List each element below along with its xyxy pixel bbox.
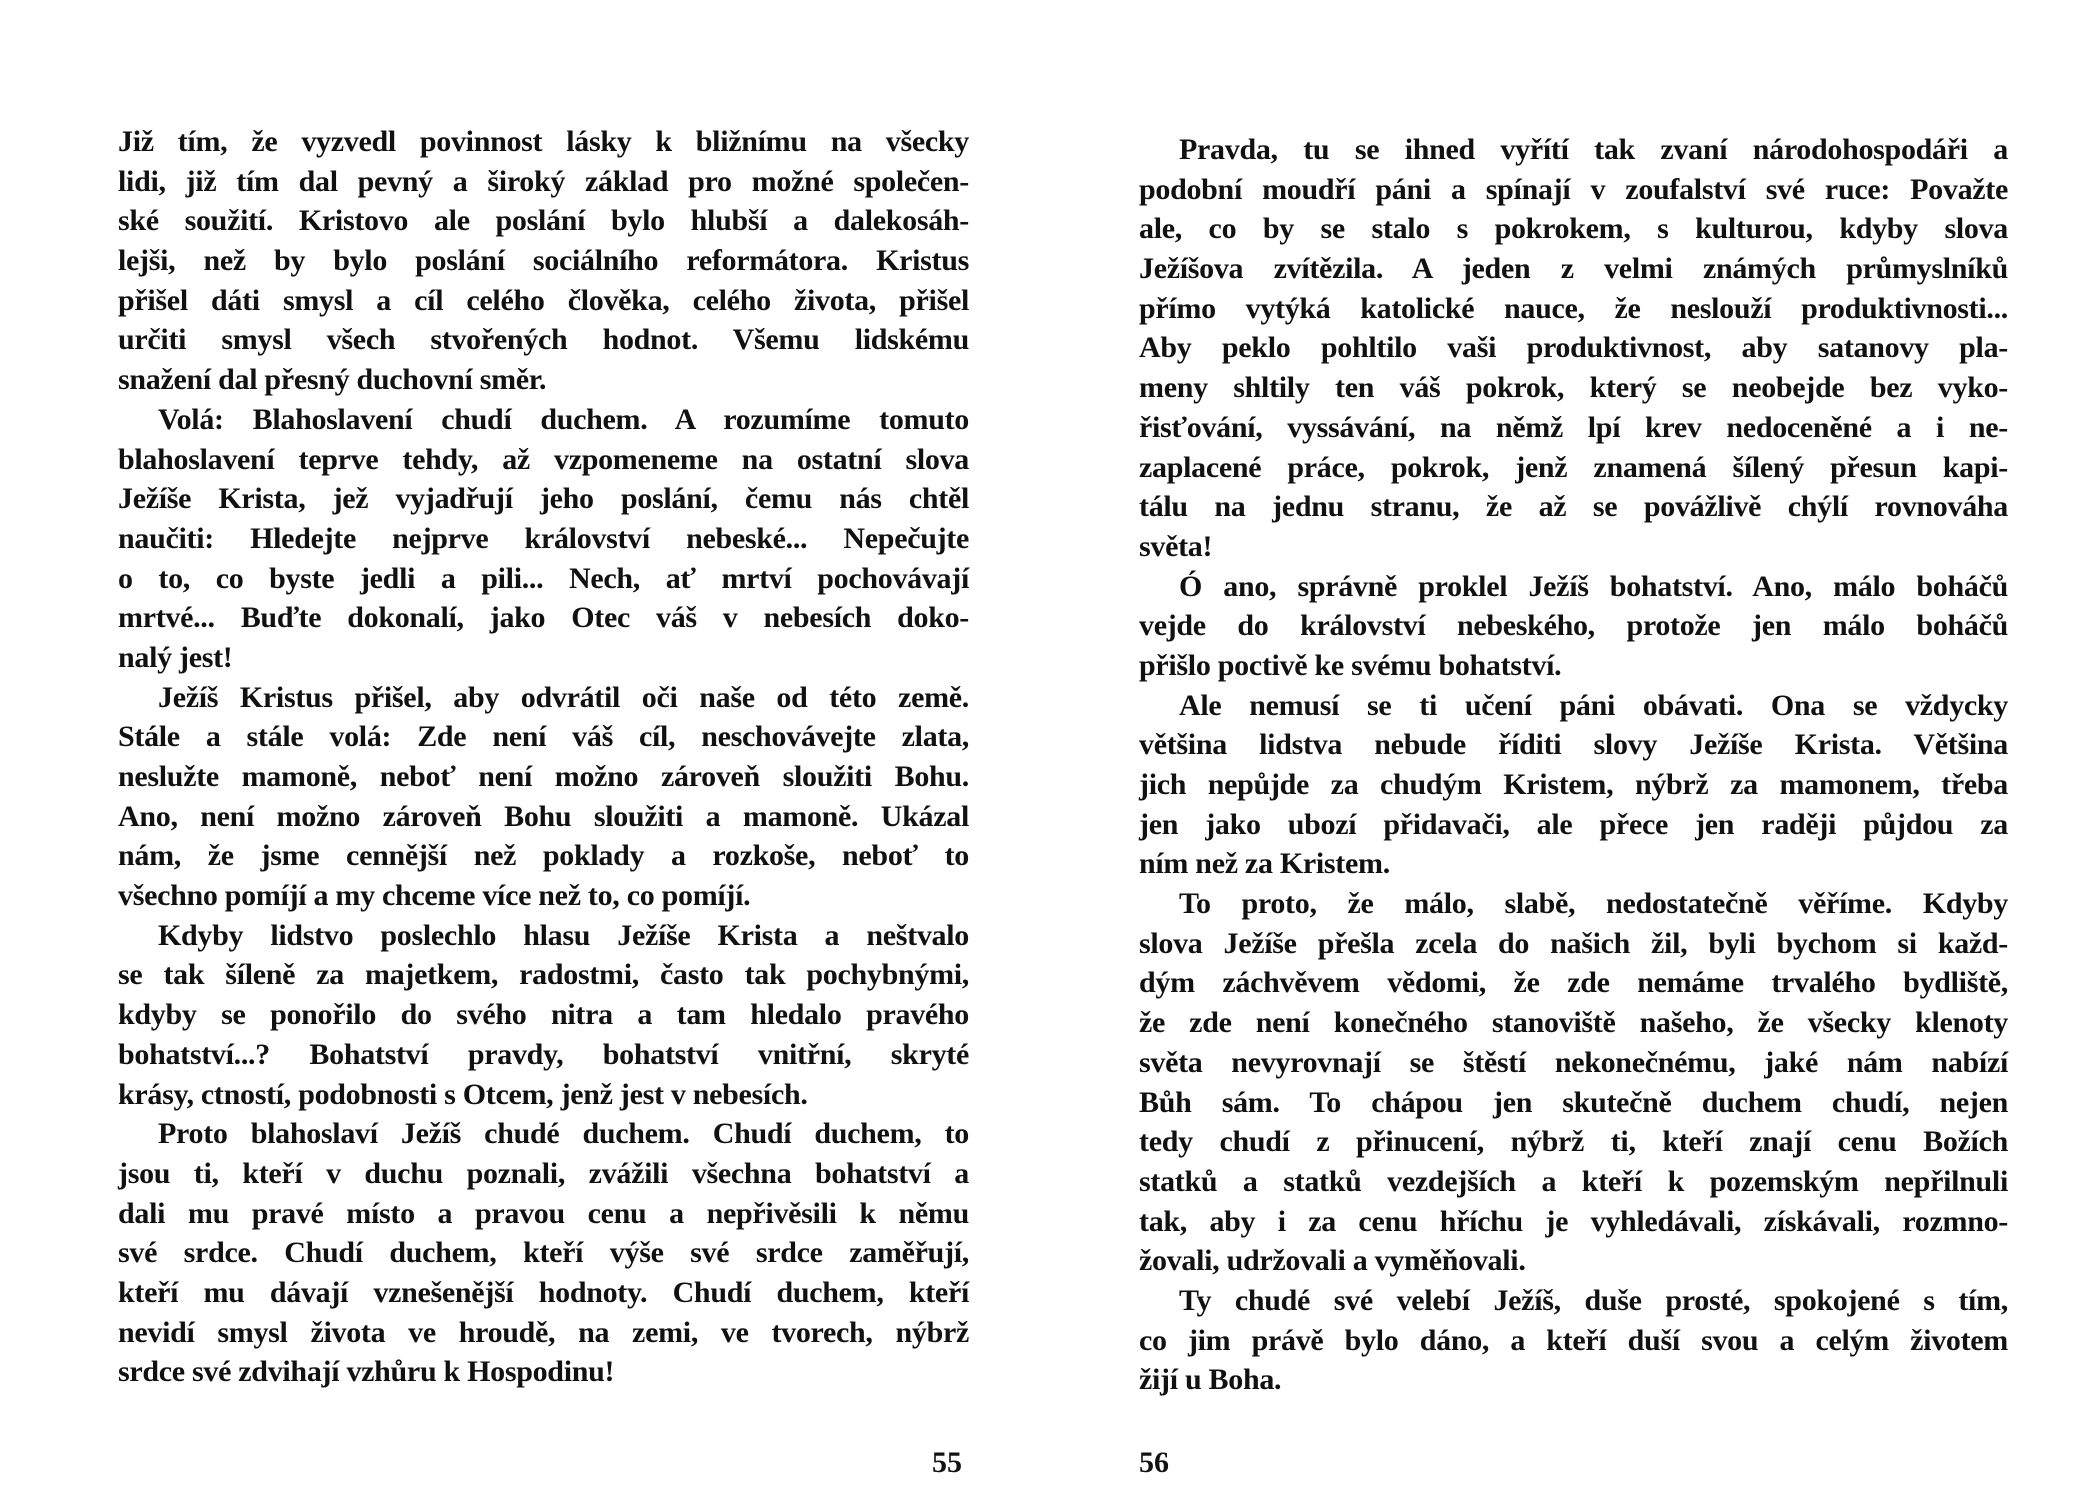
right-page-text (1139, 130, 2008, 1400)
text-line: vejde do království nebeského, protože jen málo boháčů (1139, 609, 2008, 643)
paragraph (118, 916, 969, 1114)
text-line: světa nevyrovnají se štěstí nekonečnému, jaké nám nabízí (1139, 1045, 2008, 1079)
text-line: Ano, není možno zároveň Bohu sloužiti a mamoně. Ukázal (118, 799, 969, 833)
text-line: podobní moudří páni a spínají v zoufalství své ruce: Považte (1139, 172, 2008, 206)
paragraph (1139, 130, 2008, 567)
text-line: Volá: Blahoslavení chudí duchem. A rozumíme tomuto (158, 402, 969, 436)
text-line: kteří mu dávají vznešenější hodnoty. Chudí duchem, kteří (118, 1275, 969, 1309)
text-line: ním než za Kristem. (1139, 847, 1390, 881)
text-line: Ježíše Krista, jež vyjadřují jeho poslání, čemu nás chtěl (118, 482, 969, 516)
text-line: mrtvé... Buďte dokonalí, jako Otec váš v nebesích doko- (118, 601, 969, 635)
text-line: přišel dáti smysl a cíl celého člověka, celého života, přišel (118, 283, 969, 317)
text-line: Stále a stále volá: Zde není váš cíl, neschovávejte zlata, (118, 720, 969, 754)
text-line: Ježíšova zvítězila. A jeden z velmi známých průmyslníků (1139, 252, 2008, 286)
text-line: zaplacené práce, pokrok, jenž znamená šílený přesun kapi- (1139, 450, 2008, 484)
text-line: Aby peklo pohltilo vaši produktivnost, aby satanovy pla- (1139, 331, 2008, 365)
text-line: nám, že jsme cennější než poklady a rozkoše, neboť to (118, 839, 969, 873)
text-line: To proto, že málo, slabě, nedostatečně věříme. Kdyby (1179, 887, 2008, 921)
text-line: meny shltily ten váš pokrok, který se neobejde bez vyko- (1139, 371, 2008, 405)
text-line: tak, aby i za cenu hříchu je vyhledávali, získávali, rozmno- (1139, 1204, 2008, 1238)
text-line: snažení dal přesný duchovní směr. (118, 363, 547, 397)
text-line: jen jako ubozí přidavači, ale přece jen raději půjdou za (1139, 807, 2008, 841)
paragraph (118, 1114, 969, 1392)
text-line: bohatství...? Bohatství pravdy, bohatství vnitřní, skryté (118, 1037, 969, 1071)
text-line: se tak šíleně za majetkem, radostmi, často tak pochybnými, (118, 958, 969, 992)
text-line: blahoslavení teprve tehdy, až vzpomeneme na ostatní slova (118, 442, 969, 476)
text-line: žijí u Boha. (1139, 1363, 1282, 1397)
page-number-right: 56 (1139, 1446, 1169, 1479)
text-line: určiti smysl všech stvořených hodnot. Všemu lidskému (118, 323, 969, 357)
text-line: neslužte mamoně, neboť není možno zároveň sloužiti Bohu. (118, 760, 969, 793)
text-line: jsou ti, kteří v duchu poznali, zvážili všechna bohatství a (118, 1156, 969, 1190)
page-number-left: 55 (932, 1446, 962, 1479)
text-line: většina lidstva nebude říditi slovy Ježíše Krista. Většina (1139, 728, 2008, 762)
text-line: nevidí smysl života ve hroudě, na zemi, ve tvorech, nýbrž (118, 1315, 969, 1349)
text-line: všechno pomíjí a my chceme více než to, co pomíjí. (118, 879, 751, 913)
text-line: Již tím, že vyzvedl povinnost lásky k bližnímu na všecky (118, 125, 969, 158)
text-line: přišlo poctivě ke svému bohatství. (1139, 648, 1562, 682)
text-line: lejši, než by bylo poslání sociálního reformátora. Kristus (118, 244, 969, 278)
text-line: tálu na jednu stranu, že až se povážlivě chýlí rovnováha (1139, 490, 2008, 524)
text-line: že zde není konečného stanoviště našeho, že všecky klenoty (1139, 1006, 2008, 1040)
text-line: Bůh sám. To chápou jen skutečně duchem chudí, nejen (1139, 1085, 2008, 1119)
text-line: kdyby se ponořilo do svého nitra a tam hledalo pravého (118, 998, 969, 1032)
text-line: co jim právě bylo dáno, a kteří duší svou a celým životem (1139, 1323, 2008, 1357)
text-line: Ale nemusí se ti učení páni obávati. Ona se vždycky (1179, 688, 2008, 722)
text-line: ale, co by se stalo s pokrokem, s kulturou, kdyby slova (1139, 212, 2008, 246)
text-line: jich nepůjde za chudým Kristem, nýbrž za mamonem, třeba (1139, 768, 2008, 801)
text-line: nalý jest! (118, 640, 233, 674)
paragraph (1139, 567, 2008, 686)
paragraph (1139, 884, 2008, 1281)
text-line: srdce své zdvihají vzhůru k Hospodinu! (118, 1355, 615, 1389)
text-line: slova Ježíše přešla zcela do našich žil, byli bychom si každ- (1139, 926, 2008, 960)
paragraph (1139, 686, 2008, 884)
text-line: své srdce. Chudí duchem, kteří výše své srdce zaměřují, (118, 1236, 969, 1270)
text-line: Ty chudé své velebí Ježíš, duše prosté, spokojené s tím, (1179, 1283, 2008, 1317)
text-line: lidi, již tím dal pevný a široký základ pro možné společen- (118, 164, 969, 198)
text-line: naučiti: Hledejte nejprve království nebeské... Nepečujte (118, 521, 969, 555)
text-line: o to, co byste jedli a pili... Nech, ať mrtví pochovávají (118, 561, 969, 595)
text-line: Ježíš Kristus přišel, aby odvrátil oči naše od této země. (158, 680, 969, 714)
text-line: Proto blahoslaví Ježíš chudé duchem. Chudí duchem, to (158, 1117, 969, 1151)
text-line: dali mu pravé místo a pravou cenu a nepřivěsili k němu (118, 1196, 969, 1230)
text-line: dým záchvěvem vědomi, že zde nemáme trvalého bydliště, (1139, 966, 2008, 1000)
text-line: ské soužití. Kristovo ale poslání bylo hlubší a dalekosáh- (118, 204, 969, 238)
text-line: světa! (1139, 529, 1213, 563)
paragraph (1139, 1281, 2008, 1400)
text-line: krásy, ctností, podobnosti s Otcem, jenž jest v nebesích. (118, 1077, 808, 1111)
text-line: řisťování, vyssávání, na němž lpí krev nedoceněné a i ne- (1139, 410, 2008, 444)
text-line: přímo vytýká katolické nauce, že neslouží produktivnosti... (1139, 291, 2008, 325)
left-page-text (118, 122, 969, 1392)
paragraph (118, 678, 969, 916)
text-line: Pravda, tu se ihned vyřítí tak zvaní národohospodáři a (1179, 133, 2008, 166)
paragraph (118, 400, 969, 678)
text-line: žovali, udržovali a vyměňovali. (1139, 1244, 1526, 1278)
text-line: Ó ano, správně proklel Ježíš bohatství. Ano, málo boháčů (1179, 569, 2008, 603)
text-line: statků a statků vezdejších a kteří k pozemským nepřilnuli (1139, 1164, 2008, 1198)
text-line: Kdyby lidstvo poslechlo hlasu Ježíše Krista a neštvalo (158, 918, 969, 952)
text-line: tedy chudí z přinucení, nýbrž ti, kteří znají cenu Božích (1139, 1125, 2008, 1159)
paragraph (118, 122, 969, 400)
